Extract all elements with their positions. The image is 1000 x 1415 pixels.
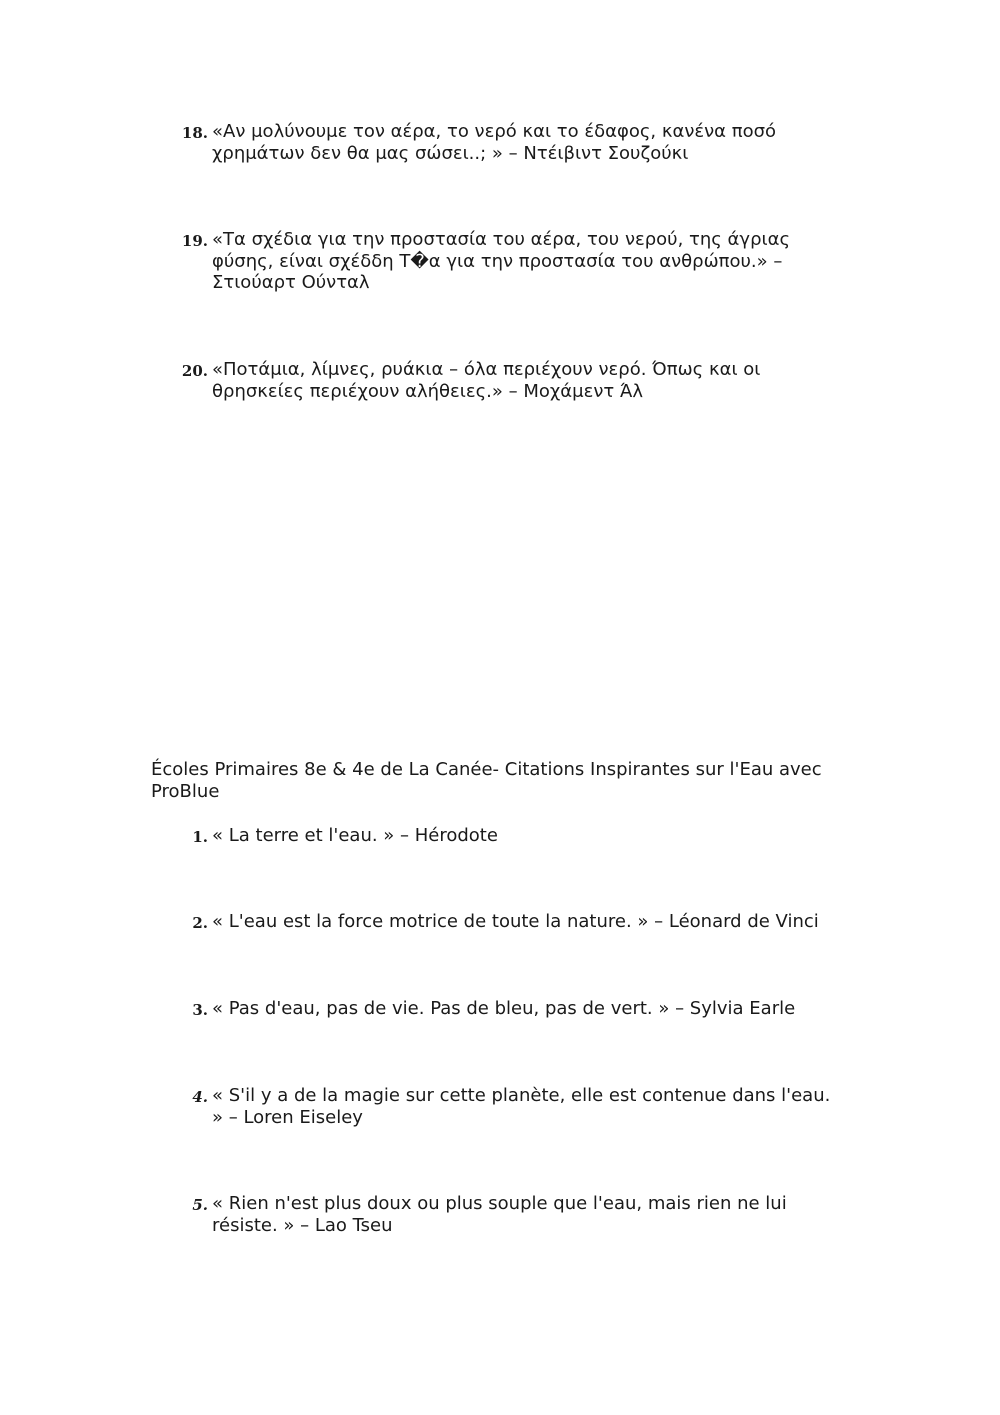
list-number: 5. (192, 1196, 208, 1214)
list-number: 20. (181, 362, 208, 380)
list-number: 1. (192, 828, 208, 846)
list-number: 19. (181, 232, 208, 250)
quote-text: «Τα σχέδια για την προστασία του αέρα, του νερού, της άγριας φύσης, είναι σχέδδη Τ�α για την προστασία του ανθρώπου.» – Στιούαρτ Ούνταλ (212, 229, 791, 293)
section-heading: Écoles Primaires 8e & 4e de La Canée- Citations Inspirantes sur l'Eau avec ProBlue (151, 759, 822, 802)
list-number: 18. (181, 124, 208, 142)
quote-text: « L'eau est la force motrice de toute la nature. » – Léonard de Vinci (212, 911, 819, 932)
quote-text: «Ποτάμια, λίμνες, ρυάκια – όλα περιέχουν νερό. Όπως και οι θρησκείες περιέχουν αλήθειες.» – Μοχάμεντ Άλ (212, 359, 761, 402)
quote-text: « S'il y a de la magie sur cette planète, elle est contenue dans l'eau. » – Loren Eiseley (212, 1085, 831, 1128)
quote-text: « Rien n'est plus doux ou plus souple que l'eau, mais rien ne lui résiste. » – Lao Tseu (212, 1193, 787, 1236)
list-number: 3. (192, 1001, 208, 1019)
list-number: 2. (192, 914, 208, 932)
quote-text: «Αν μολύνουμε τον αέρα, το νερό και το έδαφος, κανένα ποσό χρημάτων δεν θα μας σώσει..; » – Ντέιβιντ Σουζούκι (212, 121, 777, 164)
quote-text: « La terre et l'eau. » – Hérodote (212, 825, 498, 846)
quote-text: « Pas d'eau, pas de vie. Pas de bleu, pas de vert. » – Sylvia Earle (212, 998, 796, 1019)
list-number: 4. (192, 1088, 208, 1106)
